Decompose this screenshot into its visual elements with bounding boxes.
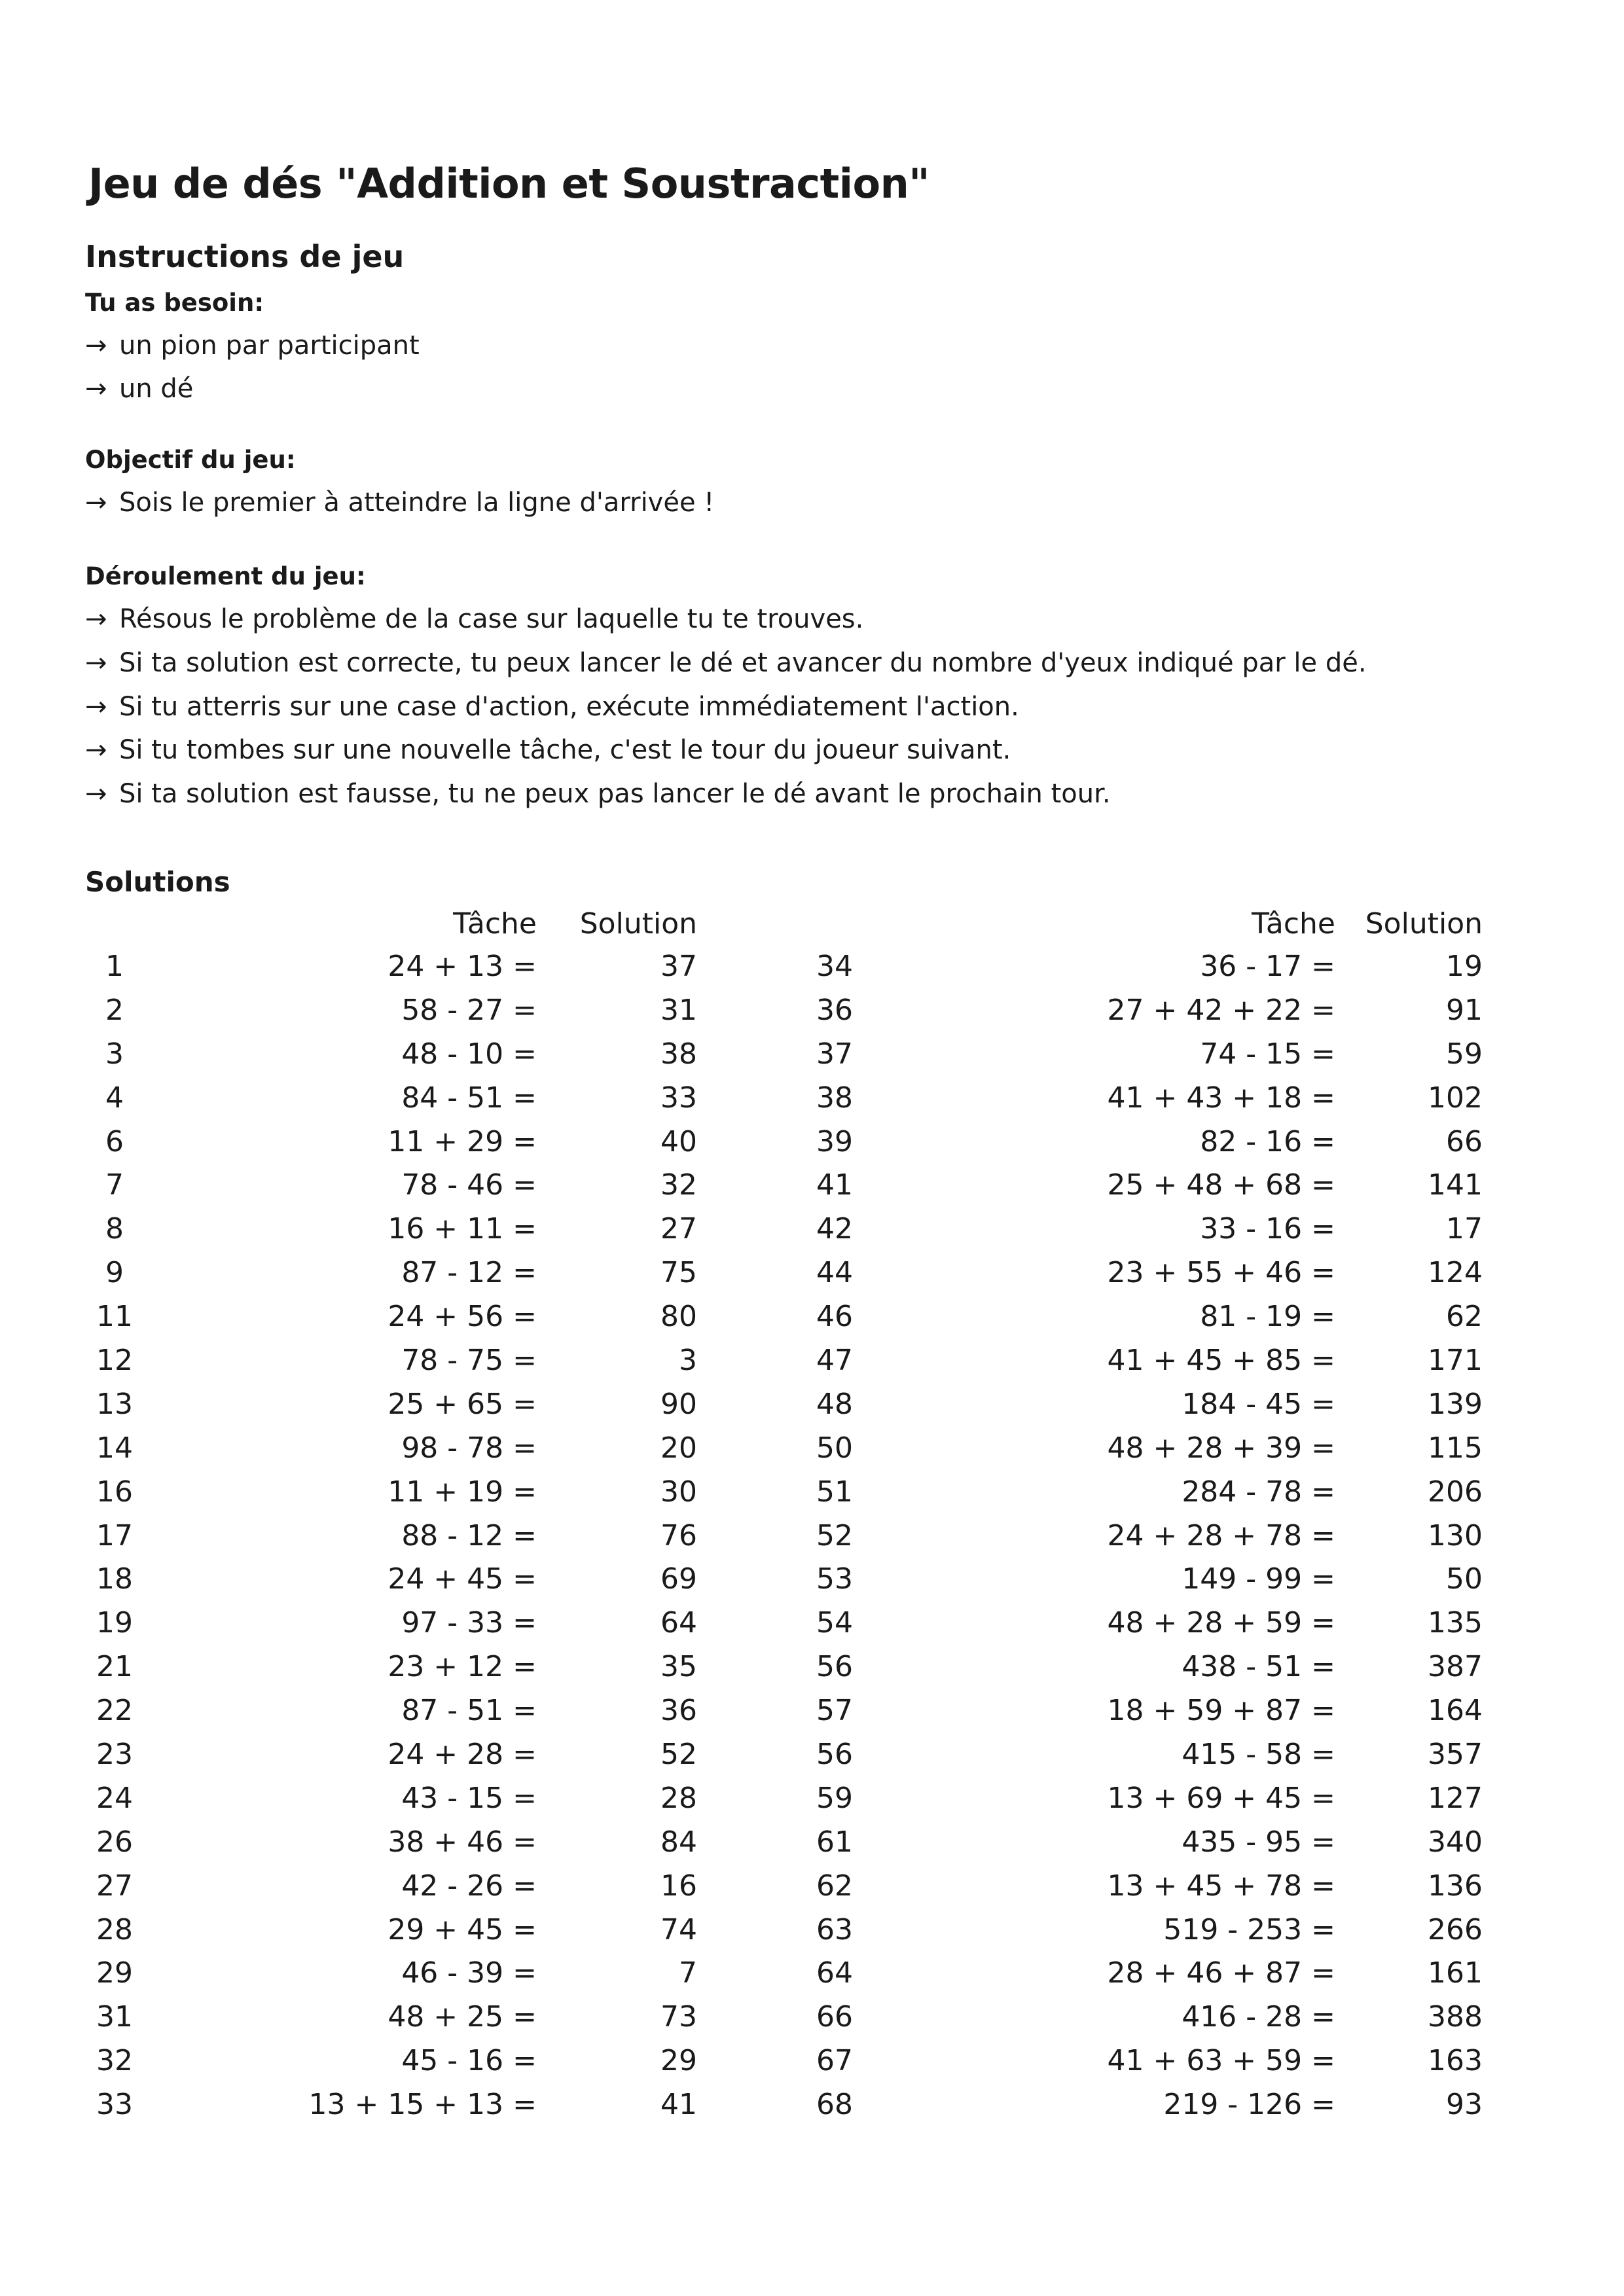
table-row [805, 1645, 1483, 1689]
solution-value: 124 [1428, 1256, 1483, 1290]
table-row [85, 1033, 697, 1077]
task-expression: 435 - 95 = [1182, 1825, 1335, 1859]
task-expression: 13 + 45 + 78 = [1107, 1869, 1335, 1903]
solution-value: 35 [660, 1650, 697, 1684]
row-number: 32 [96, 2044, 133, 2078]
solution-value: 41 [660, 2088, 697, 2122]
solution-value: 266 [1428, 1912, 1483, 1946]
table-row [805, 1777, 1483, 1821]
table-row [805, 945, 1483, 989]
table-row [85, 1339, 697, 1383]
column-header-task: Tâche [453, 907, 537, 941]
task-expression: 219 - 126 = [1163, 2088, 1335, 2122]
procedure-item-text: Si tu atterris sur une case d'action, exécute immédiatement l'action. [119, 692, 1019, 722]
needs-item [85, 327, 420, 364]
row-number: 7 [105, 1168, 124, 1202]
table-row [805, 1821, 1483, 1865]
solution-value: 32 [660, 1168, 697, 1202]
row-number: 68 [816, 2088, 853, 2122]
objective-item [85, 484, 714, 521]
solution-value: 16 [660, 1869, 697, 1903]
procedure-item [85, 776, 1111, 812]
solution-value: 29 [660, 2044, 697, 2078]
row-number: 8 [105, 1212, 124, 1246]
solution-value: 7 [679, 1956, 697, 1990]
solution-value: 76 [660, 1518, 697, 1552]
task-expression: 11 + 19 = [388, 1475, 537, 1509]
row-number: 13 [96, 1387, 133, 1421]
table-row [85, 1471, 697, 1515]
table-row [85, 2039, 697, 2083]
table-row [85, 1996, 697, 2039]
procedure-item [85, 601, 863, 637]
solution-value: 115 [1428, 1431, 1483, 1465]
task-expression: 27 + 42 + 22 = [1107, 993, 1335, 1027]
task-expression: 24 + 56 = [388, 1300, 537, 1334]
row-number: 19 [96, 1606, 133, 1640]
row-number: 62 [816, 1869, 853, 1903]
table-row [805, 1251, 1483, 1295]
row-number: 22 [96, 1694, 133, 1728]
table-row [805, 1865, 1483, 1909]
table-row [85, 1295, 697, 1339]
arrow-right-icon: → [85, 735, 107, 765]
solution-value: 75 [660, 1256, 697, 1290]
table-row [85, 1821, 697, 1865]
table-row [805, 989, 1483, 1033]
table-row [805, 1558, 1483, 1602]
task-expression: 18 + 59 + 87 = [1107, 1694, 1335, 1728]
procedure-label: Déroulement du jeu: [85, 562, 366, 590]
table-row [805, 1471, 1483, 1515]
task-expression: 78 - 75 = [401, 1344, 537, 1378]
solution-value: 164 [1428, 1694, 1483, 1728]
row-number: 2 [105, 993, 124, 1027]
table-row [805, 1208, 1483, 1251]
row-number: 29 [96, 1956, 133, 1990]
task-expression: 43 - 15 = [401, 1781, 537, 1815]
solution-value: 84 [660, 1825, 697, 1859]
table-row [805, 1033, 1483, 1077]
solution-value: 206 [1428, 1475, 1483, 1509]
task-expression: 45 - 16 = [401, 2044, 537, 2078]
row-number: 36 [816, 993, 853, 1027]
row-number: 34 [816, 950, 853, 983]
document-title: Jeu de dés "Addition et Soustraction" [88, 160, 930, 207]
task-expression: 48 + 25 = [388, 2000, 537, 2034]
solution-value: 31 [660, 993, 697, 1027]
row-number: 26 [96, 1825, 133, 1859]
table-row [805, 2039, 1483, 2083]
table-row [805, 1077, 1483, 1121]
row-number: 56 [816, 1738, 853, 1772]
task-expression: 84 - 51 = [401, 1081, 537, 1115]
solution-value: 20 [660, 1431, 697, 1465]
solution-value: 340 [1428, 1825, 1483, 1859]
solution-value: 66 [1446, 1124, 1483, 1158]
solution-value: 388 [1428, 2000, 1483, 2034]
solution-value: 37 [660, 950, 697, 983]
solution-value: 74 [660, 1912, 697, 1946]
arrow-right-icon: → [85, 604, 107, 634]
procedure-item-text: Si ta solution est fausse, tu ne peux pas lancer le dé avant le prochain tour. [119, 779, 1111, 809]
solutions-rows [85, 945, 697, 2127]
arrow-right-icon: → [85, 331, 107, 361]
table-row [805, 1689, 1483, 1733]
row-number: 3 [105, 1037, 124, 1071]
row-number: 21 [96, 1650, 133, 1684]
row-number: 48 [816, 1387, 853, 1421]
row-number: 57 [816, 1694, 853, 1728]
row-number: 38 [816, 1081, 853, 1115]
task-expression: 48 + 28 + 39 = [1107, 1431, 1335, 1465]
solution-value: 91 [1446, 993, 1483, 1027]
row-number: 27 [96, 1869, 133, 1903]
row-number: 59 [816, 1781, 853, 1815]
task-expression: 78 - 46 = [401, 1168, 537, 1202]
table-row [805, 1733, 1483, 1777]
column-header-solution: Solution [579, 907, 697, 941]
table-row [85, 1515, 697, 1558]
row-number: 17 [96, 1518, 133, 1552]
row-number: 12 [96, 1344, 133, 1378]
solution-value: 36 [660, 1694, 697, 1728]
task-expression: 23 + 55 + 46 = [1107, 1256, 1335, 1290]
table-row [85, 1427, 697, 1471]
task-expression: 41 + 43 + 18 = [1107, 1081, 1335, 1115]
needs-item [85, 370, 193, 407]
table-row [85, 1689, 697, 1733]
task-expression: 16 + 11 = [388, 1212, 537, 1246]
row-number: 52 [816, 1518, 853, 1552]
solution-value: 73 [660, 2000, 697, 2034]
instructions-heading: Instructions de jeu [85, 239, 405, 274]
row-number: 47 [816, 1344, 853, 1378]
row-number: 31 [96, 2000, 133, 2034]
solution-value: 163 [1428, 2044, 1483, 2078]
task-expression: 38 + 46 = [388, 1825, 537, 1859]
row-number: 18 [96, 1562, 133, 1596]
table-row [85, 1645, 697, 1689]
solution-value: 80 [660, 1300, 697, 1334]
row-number: 28 [96, 1912, 133, 1946]
arrow-right-icon: → [85, 488, 107, 518]
solution-value: 171 [1428, 1344, 1483, 1378]
table-row [805, 1164, 1483, 1208]
solution-value: 102 [1428, 1081, 1483, 1115]
task-expression: 13 + 69 + 45 = [1107, 1781, 1335, 1815]
task-expression: 25 + 48 + 68 = [1107, 1168, 1335, 1202]
task-expression: 48 - 10 = [401, 1037, 537, 1071]
needs-label: Tu as besoin: [85, 289, 264, 317]
table-row [85, 1865, 697, 1909]
row-number: 14 [96, 1431, 133, 1465]
table-row [85, 2083, 697, 2127]
solution-value: 30 [660, 1475, 697, 1509]
table-row [805, 1909, 1483, 1952]
procedure-item-text: Si tu tombes sur une nouvelle tâche, c'est le tour du joueur suivant. [119, 735, 1011, 765]
task-expression: 284 - 78 = [1182, 1475, 1335, 1509]
solution-value: 17 [1446, 1212, 1483, 1246]
task-expression: 33 - 16 = [1200, 1212, 1335, 1246]
solution-value: 90 [660, 1387, 697, 1421]
row-number: 56 [816, 1650, 853, 1684]
solution-value: 19 [1446, 950, 1483, 983]
row-number: 54 [816, 1606, 853, 1640]
solutions-table-right [805, 903, 1483, 2127]
row-number: 50 [816, 1431, 853, 1465]
table-row [85, 1952, 697, 1996]
table-row [805, 1952, 1483, 1996]
task-expression: 81 - 19 = [1200, 1300, 1335, 1334]
solution-value: 38 [660, 1037, 697, 1071]
solution-value: 52 [660, 1738, 697, 1772]
row-number: 37 [816, 1037, 853, 1071]
solution-value: 387 [1428, 1650, 1483, 1684]
task-expression: 87 - 51 = [401, 1694, 537, 1728]
arrow-right-icon: → [85, 779, 107, 809]
solution-value: 161 [1428, 1956, 1483, 1990]
row-number: 61 [816, 1825, 853, 1859]
solution-value: 3 [679, 1344, 697, 1378]
table-row [805, 1515, 1483, 1558]
table-row [85, 1558, 697, 1602]
solutions-rows [805, 945, 1483, 2127]
task-expression: 58 - 27 = [401, 993, 537, 1027]
row-number: 41 [816, 1168, 853, 1202]
table-row [85, 945, 697, 989]
task-expression: 24 + 45 = [388, 1562, 537, 1596]
objective-label: Objectif du jeu: [85, 446, 296, 474]
table-row [805, 2083, 1483, 2127]
row-number: 46 [816, 1300, 853, 1334]
task-expression: 42 - 26 = [401, 1869, 537, 1903]
table-row [85, 1208, 697, 1251]
arrow-right-icon: → [85, 692, 107, 722]
solution-value: 50 [1446, 1562, 1483, 1596]
needs-item-text: un pion par participant [119, 331, 420, 361]
row-number: 53 [816, 1562, 853, 1596]
task-expression: 25 + 65 = [388, 1387, 537, 1421]
row-number: 23 [96, 1738, 133, 1772]
table-header [85, 903, 697, 945]
table-row [805, 1295, 1483, 1339]
task-expression: 74 - 15 = [1200, 1037, 1335, 1071]
table-row [85, 1733, 697, 1777]
row-number: 24 [96, 1781, 133, 1815]
task-expression: 36 - 17 = [1200, 950, 1335, 983]
row-number: 44 [816, 1256, 853, 1290]
table-row [85, 989, 697, 1033]
procedure-item-text: Si ta solution est correcte, tu peux lancer le dé et avancer du nombre d'yeux indiqué par le dé. [119, 648, 1367, 678]
table-row [85, 1077, 697, 1121]
task-expression: 98 - 78 = [401, 1431, 537, 1465]
solution-value: 33 [660, 1081, 697, 1115]
solution-value: 93 [1446, 2088, 1483, 2122]
solution-value: 64 [660, 1606, 697, 1640]
table-row [85, 1251, 697, 1295]
solution-value: 141 [1428, 1168, 1483, 1202]
table-row [805, 1427, 1483, 1471]
procedure-item-text: Résous le problème de la case sur laquelle tu te trouves. [119, 604, 864, 634]
row-number: 63 [816, 1912, 853, 1946]
column-header-solution: Solution [1365, 907, 1483, 941]
task-expression: 184 - 45 = [1182, 1387, 1335, 1421]
solution-value: 357 [1428, 1738, 1483, 1772]
procedure-item [85, 645, 1367, 681]
row-number: 67 [816, 2044, 853, 2078]
table-row [805, 1996, 1483, 2039]
row-number: 33 [96, 2088, 133, 2122]
solutions-table-left [85, 903, 697, 2127]
task-expression: 24 + 28 + 78 = [1107, 1518, 1335, 1552]
solution-value: 69 [660, 1562, 697, 1596]
solution-value: 135 [1428, 1606, 1483, 1640]
row-number: 51 [816, 1475, 853, 1509]
task-expression: 24 + 28 = [388, 1738, 537, 1772]
solution-value: 59 [1446, 1037, 1483, 1071]
task-expression: 82 - 16 = [1200, 1124, 1335, 1158]
solution-value: 136 [1428, 1869, 1483, 1903]
task-expression: 41 + 45 + 85 = [1107, 1344, 1335, 1378]
objective-item-text: Sois le premier à atteindre la ligne d'arrivée ! [119, 488, 715, 518]
row-number: 64 [816, 1956, 853, 1990]
table-row [805, 1121, 1483, 1164]
table-row [85, 1383, 697, 1427]
task-expression: 88 - 12 = [401, 1518, 537, 1552]
row-number: 9 [105, 1256, 124, 1290]
task-expression: 415 - 58 = [1182, 1738, 1335, 1772]
task-expression: 24 + 13 = [388, 950, 537, 983]
row-number: 6 [105, 1124, 124, 1158]
solution-value: 139 [1428, 1387, 1483, 1421]
task-expression: 41 + 63 + 59 = [1107, 2044, 1335, 2078]
table-row [805, 1602, 1483, 1645]
solution-value: 130 [1428, 1518, 1483, 1552]
solution-value: 27 [660, 1212, 697, 1246]
solutions-heading: Solutions [85, 866, 230, 898]
table-row [85, 1602, 697, 1645]
column-header-task: Tâche [1252, 907, 1335, 941]
task-expression: 46 - 39 = [401, 1956, 537, 1990]
table-header [805, 903, 1483, 945]
table-row [85, 1777, 697, 1821]
table-row [85, 1909, 697, 1952]
row-number: 66 [816, 2000, 853, 2034]
task-expression: 519 - 253 = [1163, 1912, 1335, 1946]
task-expression: 97 - 33 = [401, 1606, 537, 1640]
task-expression: 11 + 29 = [388, 1124, 537, 1158]
row-number: 39 [816, 1124, 853, 1158]
task-expression: 13 + 15 + 13 = [308, 2088, 537, 2122]
task-expression: 29 + 45 = [388, 1912, 537, 1946]
task-expression: 149 - 99 = [1182, 1562, 1335, 1596]
table-row [805, 1383, 1483, 1427]
row-number: 42 [816, 1212, 853, 1246]
task-expression: 48 + 28 + 59 = [1107, 1606, 1335, 1640]
solution-value: 127 [1428, 1781, 1483, 1815]
arrow-right-icon: → [85, 374, 107, 404]
arrow-right-icon: → [85, 648, 107, 678]
table-row [805, 1339, 1483, 1383]
procedure-item [85, 732, 1011, 768]
solution-value: 62 [1446, 1300, 1483, 1334]
row-number: 16 [96, 1475, 133, 1509]
table-row [85, 1164, 697, 1208]
needs-item-text: un dé [119, 374, 194, 404]
row-number: 4 [105, 1081, 124, 1115]
row-number: 11 [96, 1300, 133, 1334]
task-expression: 87 - 12 = [401, 1256, 537, 1290]
task-expression: 28 + 46 + 87 = [1107, 1956, 1335, 1990]
solution-value: 40 [660, 1124, 697, 1158]
table-row [85, 1121, 697, 1164]
task-expression: 438 - 51 = [1182, 1650, 1335, 1684]
task-expression: 416 - 28 = [1182, 2000, 1335, 2034]
solution-value: 28 [660, 1781, 697, 1815]
row-number: 1 [105, 950, 124, 983]
procedure-item [85, 689, 1019, 725]
task-expression: 23 + 12 = [388, 1650, 537, 1684]
